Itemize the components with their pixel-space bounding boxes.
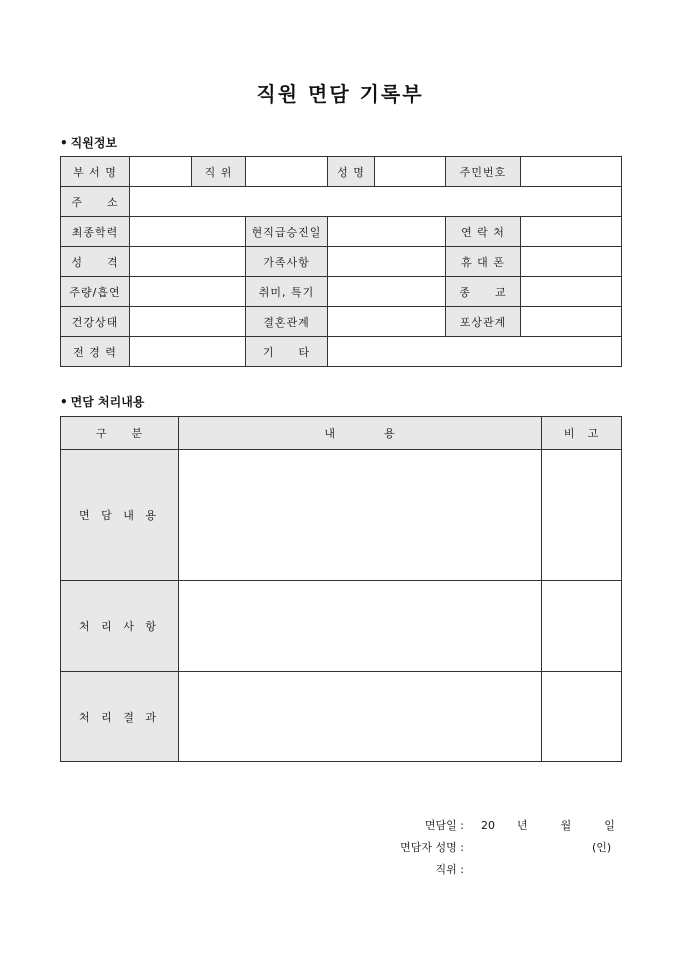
- position-field[interactable]: [246, 157, 328, 187]
- label-religion: 종 교: [446, 277, 521, 307]
- label-promotion-date: 현직급승진일: [246, 217, 328, 247]
- table-row: [61, 187, 622, 217]
- contact-field[interactable]: [521, 217, 622, 247]
- date-label: 면담일 :: [424, 819, 464, 832]
- marital-field[interactable]: [328, 307, 446, 337]
- label-personality: 성 격: [61, 247, 130, 277]
- label-interview-content: 면 담 내 용: [61, 450, 179, 581]
- name-field[interactable]: [375, 157, 446, 187]
- seal-mark: (인): [592, 841, 612, 854]
- interviewer-label: 면담자 성명 :: [400, 841, 464, 854]
- table-row: [61, 217, 622, 247]
- employee-info-table: [60, 156, 622, 367]
- section-title-interview: [60, 393, 144, 410]
- department-field[interactable]: [130, 157, 192, 187]
- table-row: [61, 581, 622, 672]
- religion-field[interactable]: [521, 277, 622, 307]
- processing-result-note[interactable]: [542, 672, 622, 762]
- label-processing-items: 처 리 사 항: [61, 581, 179, 672]
- processing-result-field[interactable]: [179, 672, 542, 762]
- address-field[interactable]: [130, 187, 622, 217]
- health-field[interactable]: [130, 307, 246, 337]
- table-row: [61, 337, 622, 367]
- date-label-wrap: [300, 817, 464, 833]
- label-hobby: 취미, 특기: [246, 277, 328, 307]
- bullet-icon: •: [60, 136, 68, 150]
- label-name: 성 명: [328, 157, 375, 187]
- promotion-date-field[interactable]: [328, 217, 446, 247]
- processing-items-field[interactable]: [179, 581, 542, 672]
- label-marital: 결혼관계: [246, 307, 328, 337]
- label-career: 전 경 력: [61, 337, 130, 367]
- label-health: 건강상태: [61, 307, 130, 337]
- label-resident-number: 주민번호: [446, 157, 521, 187]
- table-row: [61, 157, 622, 187]
- page-title: 직원 면담 기록부: [256, 82, 424, 106]
- resident-number-field[interactable]: [521, 157, 622, 187]
- awards-field[interactable]: [521, 307, 622, 337]
- label-contact: 연 락 처: [446, 217, 521, 247]
- interview-content-field[interactable]: [179, 450, 542, 581]
- table-row: [61, 450, 622, 581]
- section-title-info: [60, 134, 117, 151]
- header-category: 구 분: [61, 417, 179, 450]
- label-other: 기 타: [246, 337, 328, 367]
- label-drinking-smoking: 주량/흡연: [61, 277, 130, 307]
- processing-items-note[interactable]: [542, 581, 622, 672]
- label-position: 직 위: [192, 157, 246, 187]
- interview-content-note[interactable]: [542, 450, 622, 581]
- interviewer-label-wrap: [300, 839, 464, 855]
- table-row: [61, 307, 622, 337]
- label-mobile: 휴 대 폰: [446, 247, 521, 277]
- family-field[interactable]: [328, 247, 446, 277]
- education-field[interactable]: [130, 217, 246, 247]
- table-row: [61, 277, 622, 307]
- bullet-icon: •: [60, 395, 68, 409]
- section-title-interview-text: 면담 처리내용: [70, 395, 145, 409]
- date-value[interactable]: 20 년 월 일: [481, 819, 615, 832]
- drinking-smoking-field[interactable]: [130, 277, 246, 307]
- label-education: 최종학력: [61, 217, 130, 247]
- label-family: 가족사항: [246, 247, 328, 277]
- mobile-field[interactable]: [521, 247, 622, 277]
- table-row: [61, 247, 622, 277]
- header-note: 비 고: [542, 417, 622, 450]
- label-awards: 포상관계: [446, 307, 521, 337]
- table-header-row: [61, 417, 622, 450]
- header-content: 내 용: [179, 417, 542, 450]
- label-department: 부 서 명: [61, 157, 130, 187]
- hobby-field[interactable]: [328, 277, 446, 307]
- interview-table: [60, 416, 622, 762]
- career-field[interactable]: [130, 337, 246, 367]
- position-label: 직위 :: [435, 863, 464, 876]
- other-field[interactable]: [328, 337, 622, 367]
- label-processing-result: 처 리 결 과: [61, 672, 179, 762]
- section-title-info-text: 직원정보: [70, 136, 118, 150]
- label-address: 주 소: [61, 187, 130, 217]
- table-row: [61, 672, 622, 762]
- position-label-wrap: [300, 861, 464, 877]
- personality-field[interactable]: [130, 247, 246, 277]
